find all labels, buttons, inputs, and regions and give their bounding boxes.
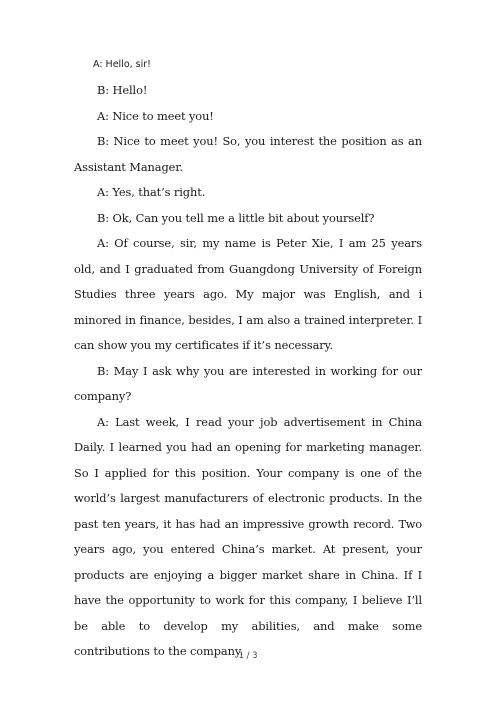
dialogue-line-1: B: Hello! <box>97 83 148 97</box>
page-number: 1 / 3 <box>238 651 258 661</box>
dialogue-line-4: A: Yes, that’s right. <box>97 185 206 199</box>
dialogue-line-2: A: Nice to meet you! <box>97 108 214 123</box>
dialogue-line-5: B: Ok, Can you tell me a little bit about yourself? <box>97 210 375 225</box>
document-body <box>74 58 422 665</box>
dialogue-line-7: B: May I ask why you are interested in working for our company? <box>74 363 422 403</box>
dialogue-line-8: A: Last week, I read your job advertisement in China Daily. I learned you had an opening for marketing manager. So I applied for this position. Your company is one of the world’s largest manufacturers of electronic products. In the past ten years, it has had an impressive growth record. Two years ago, you entered China’s market. At present, your products are enjoying a bigger market share in China. If I have the opportunity to work for this company, I believe I’ll be able to develop my abilities, and make some contributions to the company. <box>74 414 422 658</box>
dialogue-line-greeting: A: Hello, sir! <box>93 59 151 70</box>
dialogue-line-3: B: Nice to meet you! So, you interest the position as an Assistant Manager. <box>74 134 422 174</box>
dialogue-line-6: A: Of course, sir, my name is Peter Xie, I am 25 years old, and I graduated from Guangdong University of Foreign Studies three years ago. My major was English, and i minored in finance, besides, I am also a trained interpreter. I can show you my certificates if it’s necessary. <box>74 236 422 352</box>
